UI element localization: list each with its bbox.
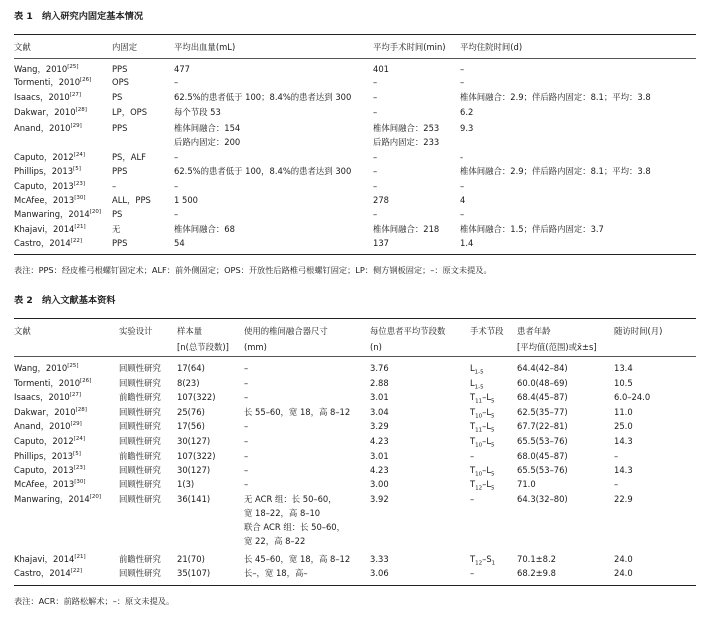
table-2-segment: $L_{1-5}$: [470, 363, 484, 376]
reference-marker: [5]: [73, 166, 81, 173]
table-2-mean-levels: 4.23: [370, 436, 389, 446]
table-1-fixation: OPS: [112, 77, 129, 87]
reference-marker: [22]: [70, 568, 82, 575]
reference-marker: [20]: [89, 494, 102, 501]
table-2-cage-size: –: [244, 451, 249, 461]
table-1-note: 表注：PPS：经皮椎弓根螺钉固定术；ALF：前外侧固定；OPS：开放性后路椎弓根螺钉固定；LP：侧方钢板固定；–：原文未提及。: [14, 265, 492, 275]
segment-subscript: 10: [475, 471, 483, 478]
table-2-cage-size: –: [244, 392, 249, 402]
reference-marker: [28]: [75, 407, 87, 414]
table-2-age: 65.5(53–76): [517, 465, 568, 475]
table-2-header-cage: (mm): [244, 342, 267, 352]
table-1-hospital-stay: –: [460, 64, 465, 74]
table-2-follow-up: 14.3: [614, 465, 633, 475]
reference-marker: [30]: [74, 195, 86, 202]
table-2-segment: $T_{10}-L_5$: [470, 436, 495, 449]
reference-marker: [30]: [74, 479, 86, 486]
table-1-fixation: PS，ALF: [112, 152, 146, 162]
table-1-fixation: PPS: [112, 166, 128, 176]
table-2-header-n: [n(总节段数)]: [177, 342, 229, 352]
table-1-operation-time: 401: [373, 64, 389, 74]
table-2-segment: $L_{1-5}$: [470, 378, 484, 391]
segment-subscript: 5: [490, 398, 495, 405]
segment-subscript: 11: [475, 427, 483, 434]
table-1-hospital-stay: 椎体间融合：2.9；伴后路内固定：8.1；平均：3.8: [460, 92, 651, 102]
table-1-operation-time: 椎体间融合：218: [373, 224, 440, 234]
table-2-design: 回顾性研究: [119, 363, 161, 373]
reference-marker: [29]: [70, 421, 82, 428]
table-2-author: Caputo，2012[24]: [14, 436, 85, 446]
table-2-cage-size: 宽 22，高 8–22: [244, 536, 306, 546]
segment-subscript: 11: [475, 398, 483, 405]
table-2-mean-levels: 3.33: [370, 554, 389, 564]
reference-marker: [25]: [67, 363, 79, 370]
table-2-segment: –: [470, 568, 475, 578]
table-2-sample-size: 17(64): [177, 363, 205, 373]
reference-marker: [24]: [73, 436, 85, 443]
table-2-mean-levels: 3.29: [370, 421, 389, 431]
table-2-top-rule: [14, 318, 696, 319]
segment-subscript: 10: [475, 413, 483, 420]
table-1-fixation: PPS: [112, 123, 128, 133]
table-2-follow-up: –: [614, 451, 619, 461]
table-2-sample-size: 36(141): [177, 494, 211, 504]
table-1-operation-time: 椎体间融合：253: [373, 123, 440, 133]
table-1-operation-time: –: [373, 209, 378, 219]
table-2-author: Dakwar，2010[28]: [14, 407, 87, 417]
table-1-hospital-stay: 4: [460, 195, 466, 205]
table-1-fixation: LP，OPS: [112, 107, 148, 117]
reference-marker: [27]: [69, 392, 82, 399]
table-2-segment: $T_{11}-L_5$: [470, 421, 495, 434]
reference-marker: [26]: [80, 378, 92, 385]
table-1-hospital-stay: –: [460, 77, 465, 87]
table-2-sample-size: 25(76): [177, 407, 205, 417]
table-2-header-levels: (n): [370, 342, 382, 352]
reference-marker: [23]: [73, 465, 85, 472]
segment-subscript: 5: [490, 413, 495, 420]
table-2-design: 回顾性研究: [119, 479, 161, 489]
table-2-design: 回顾性研究: [119, 436, 161, 446]
table-2-follow-up: 24.0: [614, 568, 633, 578]
table-1-hospital-stay: –: [460, 209, 465, 219]
table-2-follow-up: 6.0–24.0: [614, 392, 651, 402]
table-2-design: 回顾性研究: [119, 465, 161, 475]
table-1-blood-loss: 1 500: [174, 195, 198, 205]
table-2-follow-up: 22.9: [614, 494, 633, 504]
table-2-mean-levels: 3.04: [370, 407, 389, 417]
reference-marker: [22]: [70, 238, 82, 245]
table-1-operation-time: –: [373, 107, 378, 117]
segment-subscript: 10: [475, 442, 483, 449]
table-1-blood-loss: 椎体间融合：68: [174, 224, 235, 234]
table-2-cage-size: –: [244, 436, 249, 446]
table-2-follow-up: 10.5: [614, 378, 633, 388]
table-2-follow-up: 11.0: [614, 407, 633, 417]
reference-marker: [29]: [70, 123, 82, 130]
table-1-author: Anand，2010[29]: [14, 123, 82, 133]
table-2-sample-size: 1(3): [177, 479, 195, 489]
table-1-author: Dakwar，2010[28]: [14, 107, 87, 117]
table-1-header-stay: 平均住院时间(d): [460, 42, 523, 52]
table-1-blood-loss: 477: [174, 64, 190, 74]
table-1-bottom-rule: [14, 254, 696, 255]
table-2-header-author: 文献: [14, 326, 31, 336]
table-1-fixation: PS: [112, 209, 123, 219]
table-1-author: Wang，2010[25]: [14, 64, 79, 74]
table-2-design: 前瞻性研究: [119, 554, 161, 564]
table-2-cage-size: 长 45–60，宽 18，高 8–12: [244, 554, 351, 564]
table-1-author: Caputo，2012[24]: [14, 152, 85, 162]
table-1-operation-time: –: [373, 181, 378, 191]
table-1-blood-loss: –: [174, 209, 179, 219]
table-2-design: 回顾性研究: [119, 378, 161, 388]
reference-marker: [23]: [73, 181, 85, 188]
segment-subscript: 5: [490, 442, 495, 449]
table-1-blood-loss: –: [174, 152, 179, 162]
table-1-blood-loss: –: [174, 181, 179, 191]
table-2-design: 回顾性研究: [119, 421, 161, 431]
table-1-blood-loss: 62.5%的患者低于 100，8.4%的患者达到 300: [174, 166, 352, 176]
table-2-follow-up: –: [614, 479, 619, 489]
table-2-follow-up: 14.3: [614, 436, 633, 446]
table-2-follow-up: 13.4: [614, 363, 633, 373]
table-2-design: 回顾性研究: [119, 494, 161, 504]
table-2-author: Phillips，2013[5]: [14, 451, 81, 461]
table-2-header-age: [平均值(范围)或x̄±s]: [517, 342, 597, 352]
table-1-hospital-stay: 9.3: [460, 123, 474, 133]
table-2-header-seg: 手术节段: [470, 326, 504, 336]
table-2-segment: $T_{12}-L_5$: [470, 479, 495, 492]
table-2-sample-size: 30(127): [177, 465, 211, 475]
table-2-mean-levels: 4.23: [370, 465, 389, 475]
table-1-hospital-stay: 椎体间融合：1.5；伴后路内固定：3.7: [460, 224, 604, 234]
table-2-design: 回顾性研究: [119, 568, 161, 578]
table-2-header-levels: 每位患者平均节段数: [370, 326, 446, 336]
table-2-segment: $T_{10}-L_5$: [470, 407, 495, 420]
table-2-cage-size: –: [244, 421, 249, 431]
table-2-design: 回顾性研究: [119, 407, 161, 417]
table-1-blood-loss: 后路内固定：200: [174, 137, 241, 147]
reference-marker: [24]: [73, 152, 85, 159]
table-1-blood-loss: 54: [174, 238, 185, 248]
table-2-author: Manwaring，2014[20]: [14, 494, 102, 504]
table-2-age: 65.5(53–76): [517, 436, 568, 446]
table-1-operation-time: –: [373, 152, 378, 162]
table-2-cage-size: 长–，宽 18，高–: [244, 568, 308, 578]
table-2-mean-levels: 3.01: [370, 392, 389, 402]
table-2-sample-size: 30(127): [177, 436, 211, 446]
table-1-fixation: ALL，PPS: [112, 195, 151, 205]
table-2-age: 64.4(42–84): [517, 363, 568, 373]
table-2-mean-levels: 3.00: [370, 479, 389, 489]
table-1-operation-time: 278: [373, 195, 389, 205]
table-1-operation-time: 137: [373, 238, 389, 248]
table-1-operation-time: –: [373, 77, 378, 87]
table-2-bottom-rule: [14, 585, 696, 586]
table-1-author: Tormenti，2010[26]: [14, 77, 92, 87]
reference-marker: [21]: [74, 224, 86, 231]
table-2-mean-levels: 3.06: [370, 568, 389, 578]
reference-marker: [26]: [80, 77, 92, 84]
table-1-header-time: 平均手术时间(min): [373, 42, 446, 52]
table-1-hospital-stay: 6.2: [460, 107, 474, 117]
table-2-follow-up: 25.0: [614, 421, 633, 431]
table-2-cage-size: 长 55–60，宽 18，高 8–12: [244, 407, 351, 417]
table-2-design: 前瞻性研究: [119, 451, 161, 461]
table-2-cage-size: –: [244, 465, 249, 475]
table-2-age: 60.0(48–69): [517, 378, 568, 388]
table-2-age: 64.3(32–80): [517, 494, 568, 504]
table-1-operation-time: 后路内固定：233: [373, 137, 440, 147]
table-2-author: Khajavi，2014[21]: [14, 554, 86, 564]
table-2-age: 68.2±9.8: [517, 568, 556, 578]
table-2-mean-levels: 3.92: [370, 494, 389, 504]
table-1-author: Khajavi，2014[21]: [14, 224, 86, 234]
reference-marker: [27]: [69, 92, 82, 99]
table-2-author: Wang，2010[25]: [14, 363, 79, 373]
table-2-cage-size: –: [244, 363, 249, 373]
segment-subscript: 1-5: [474, 369, 484, 376]
table-2-age: 62.5(35–77): [517, 407, 568, 417]
table-1-author: McAfee，2013[30]: [14, 195, 86, 205]
table-1-hospital-stay: -: [460, 152, 464, 162]
table-2-cage-size: 联合 ACR 组：长 50–60，: [244, 522, 345, 532]
table-2-mean-levels: 3.76: [370, 363, 389, 373]
table-2-follow-up: 24.0: [614, 554, 633, 564]
table-2-design: 前瞻性研究: [119, 392, 161, 402]
table-1-author: Isaacs，2010[27]: [14, 92, 82, 102]
table-2-header-cage: 使用的椎间融合器尺寸: [244, 326, 328, 336]
reference-marker: [21]: [74, 554, 86, 561]
table-2-age: 71.0: [517, 479, 536, 489]
table-2-sample-size: 8(23): [177, 378, 200, 388]
table-1-blood-loss: 62.5%的患者低于 100；8.4%的患者达到 300: [174, 92, 352, 102]
reference-marker: [20]: [89, 209, 102, 216]
table-2-author: Castro，2014[22]: [14, 568, 82, 578]
table-2-sample-size: 107(322): [177, 451, 216, 461]
table-1-fixation: 无: [112, 224, 121, 234]
table-1-fixation: PPS: [112, 238, 128, 248]
table-2-cage-size: –: [244, 378, 249, 388]
table-1-header-blood: 平均出血量(mL): [174, 42, 236, 52]
segment-subscript: 5: [490, 471, 495, 478]
table-1-header-rule: [14, 58, 696, 59]
table-1-author: Caputo，2013[23]: [14, 181, 85, 191]
table-2-mean-levels: 2.88: [370, 378, 389, 388]
table-1-top-rule: [14, 34, 696, 35]
table-1-fixation: PPS: [112, 64, 128, 74]
table-1-header-fix: 内固定: [112, 42, 138, 52]
table-2-author: McAfee，2013[30]: [14, 479, 86, 489]
table-1-fixation: PS: [112, 92, 123, 102]
table-2-header-age: 患者年龄: [517, 326, 551, 336]
table-2-title: 表 2 纳入文献基本资料: [14, 295, 116, 306]
table-2-cage-size: 无 ACR 组：长 50–60，: [244, 494, 337, 504]
table-1-title: 表 1 纳入研究内固定基本情况: [14, 11, 144, 22]
table-2-age: 67.7(22–81): [517, 421, 568, 431]
table-1-header-author: 文献: [14, 42, 31, 52]
table-2-segment: –: [470, 494, 475, 504]
table-2-header-rule: [14, 356, 696, 357]
reference-marker: [5]: [73, 451, 81, 458]
reference-marker: [28]: [75, 107, 87, 114]
table-2-sample-size: 107(322): [177, 392, 216, 402]
table-1-author: Phillips，2013[5]: [14, 166, 81, 176]
segment-subscript: 1: [491, 560, 496, 567]
table-2-segment: $T_{11}-L_5$: [470, 392, 495, 405]
table-2-mean-levels: 3.01: [370, 451, 389, 461]
table-2-segment: $T_{12}-S_1$: [470, 554, 496, 567]
table-2-cage-size: –: [244, 479, 249, 489]
table-1-operation-time: –: [373, 166, 378, 176]
segment-subscript: 5: [490, 485, 495, 492]
table-1-blood-loss: –: [174, 77, 179, 87]
table-2-header-design: 实验设计: [119, 326, 153, 336]
table-1-author: Castro，2014[22]: [14, 238, 82, 248]
table-2-author: Tormenti，2010[26]: [14, 378, 92, 388]
table-1-hospital-stay: –: [460, 181, 465, 191]
table-2-header-fu: 随访时间(月): [614, 326, 663, 336]
table-2-segment: –: [470, 451, 475, 461]
table-2-author: Isaacs，2010[27]: [14, 392, 82, 402]
table-2-segment: $T_{10}-L_5$: [470, 465, 495, 478]
segment-subscript: 12: [475, 560, 483, 567]
reference-marker: [25]: [67, 64, 79, 71]
table-1-fixation: –: [112, 181, 117, 191]
table-2-header-n: 样本量: [177, 326, 203, 336]
table-2-author: Anand，2010[29]: [14, 421, 82, 431]
table-1-author: Manwaring，2014[20]: [14, 209, 102, 219]
segment-subscript: 12: [475, 485, 483, 492]
table-2-sample-size: 21(70): [177, 554, 205, 564]
table-1-blood-loss: 每个节段 53: [174, 107, 221, 117]
table-1-hospital-stay: 1.4: [460, 238, 474, 248]
table-1-hospital-stay: 椎体间融合：2.9；伴后路内固定：8.1；平均：3.8: [460, 166, 651, 176]
table-2-cage-size: 宽 18–22，高 8–10: [244, 508, 321, 518]
table-2-age: 68.4(45–87): [517, 392, 568, 402]
table-2-sample-size: 35(107): [177, 568, 211, 578]
table-2-age: 68.0(45–87): [517, 451, 568, 461]
table-2-age: 70.1±8.2: [517, 554, 556, 564]
segment-subscript: 1-5: [474, 384, 484, 391]
table-2-author: Caputo，2013[23]: [14, 465, 85, 475]
table-1-operation-time: –: [373, 92, 378, 102]
table-2-note: 表注：ACR：前路松解术；–：原文未提及。: [14, 596, 175, 606]
segment-subscript: 5: [490, 427, 495, 434]
table-1-blood-loss: 椎体间融合：154: [174, 123, 241, 133]
table-2-sample-size: 17(56): [177, 421, 205, 431]
